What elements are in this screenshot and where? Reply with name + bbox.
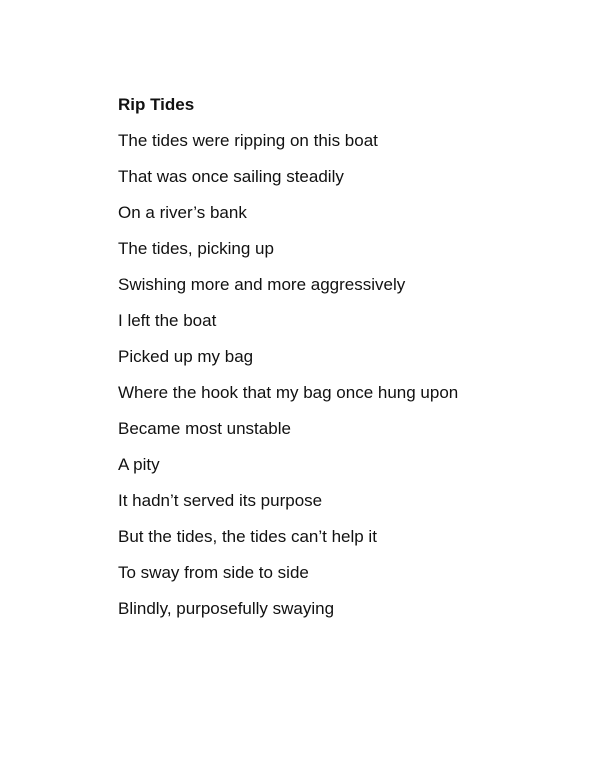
poem-line: To sway from side to side (118, 563, 309, 582)
poem-line: Blindly, purposefully swaying (118, 599, 335, 618)
poem-line: Swishing more and more aggressively (118, 275, 406, 294)
poem-line: Picked up my bag (118, 347, 254, 366)
poem-line: Where the hook that my bag once hung upon (118, 383, 459, 402)
poem-lines (118, 130, 558, 620)
poem-line: Became most unstable (118, 419, 291, 438)
poem-line: The tides, picking up (118, 239, 274, 258)
poem-line: But the tides, the tides can’t help it (118, 527, 377, 546)
poem-line: On a river’s bank (118, 203, 247, 222)
poem-line: It hadn’t served its purpose (118, 491, 323, 510)
poem-line: That was once sailing steadily (118, 167, 344, 186)
poem-line: A pity (118, 455, 160, 474)
poem-line: The tides were ripping on this boat (118, 131, 378, 150)
poem-title: Rip Tides (118, 95, 195, 114)
poem (118, 94, 558, 634)
poem-line: I left the boat (118, 311, 217, 330)
